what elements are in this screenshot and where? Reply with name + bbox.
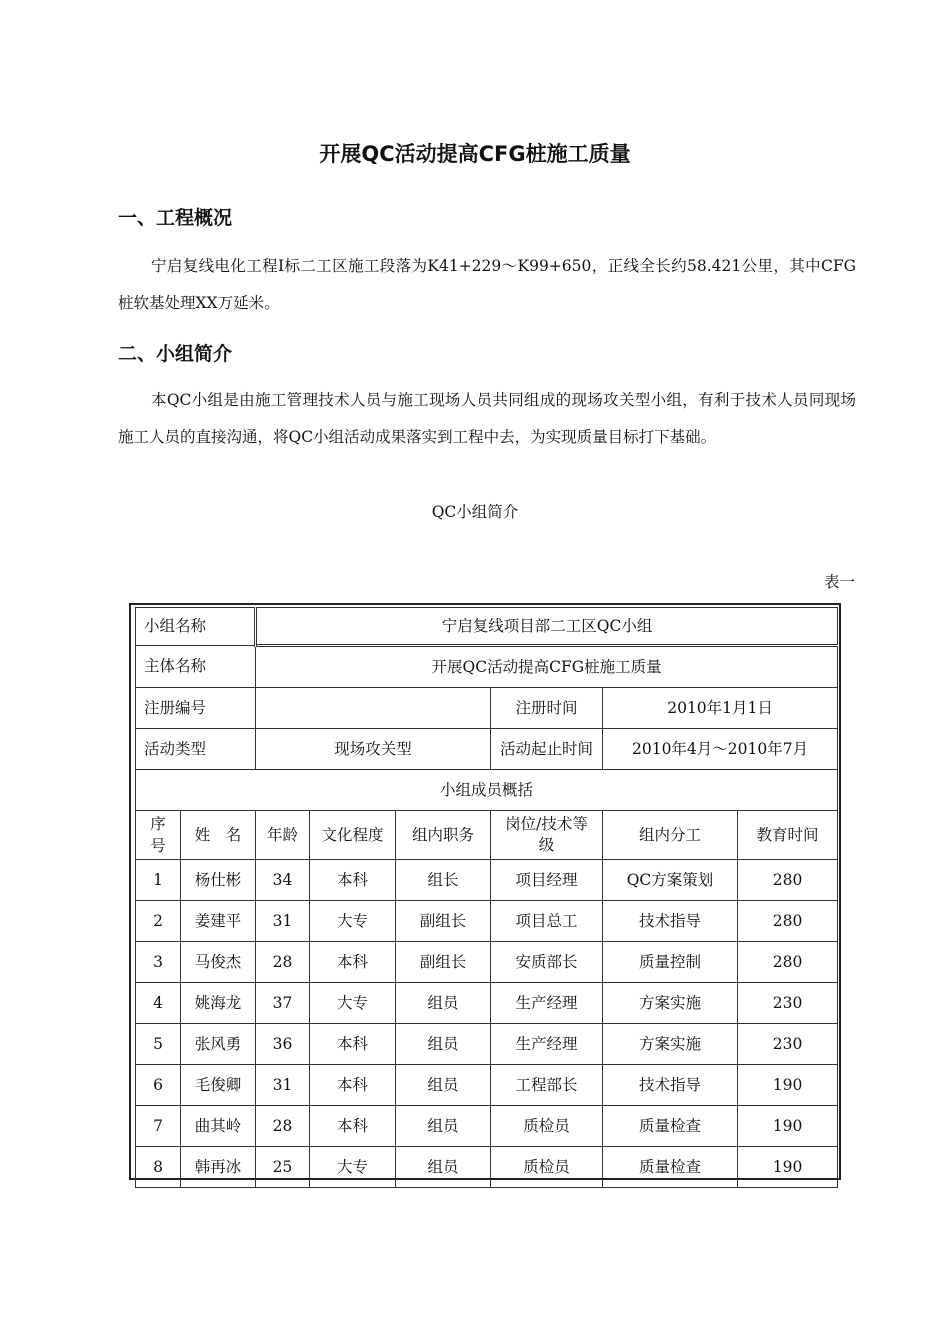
type-label: 活动类型 (136, 729, 256, 770)
column-header: 组内分工 (603, 811, 738, 860)
table-cell: 本科 (310, 942, 396, 983)
table-row (136, 942, 838, 983)
column-header: 岗位/技术等级 (491, 811, 603, 860)
reg-time-label: 注册时间 (491, 688, 603, 729)
group-name-label: 小组名称 (136, 608, 256, 646)
table-row (136, 1024, 838, 1065)
table-cell: 190 (738, 1147, 838, 1188)
type-value: 现场攻关型 (256, 729, 491, 770)
table-cell: 组员 (396, 1147, 491, 1188)
team-table (135, 607, 838, 1188)
table-cell: 1 (136, 860, 181, 901)
column-header: 组内职务 (396, 811, 491, 860)
column-header: 姓 名 (181, 811, 256, 860)
group-name-value: 宁启复线项目部二工区QC小组 (256, 608, 838, 646)
table-cell: 8 (136, 1147, 181, 1188)
table-cell: 质量控制 (603, 942, 738, 983)
column-header: 年龄 (256, 811, 310, 860)
section-body-overview: 宁启复线电化工程Ⅰ标二工区施工段落为K41+229～K99+650，正线全长约58.421公里，其中CFG桩软基处理XX万延米。 (118, 257, 856, 312)
table-cell: 组长 (396, 860, 491, 901)
table-cell: 安质部长 (491, 942, 603, 983)
table-cell: 毛俊卿 (181, 1065, 256, 1106)
table-cell: 曲其岭 (181, 1106, 256, 1147)
table-cell: 技术指导 (603, 901, 738, 942)
table-cell: 28 (256, 942, 310, 983)
registration-row (136, 688, 838, 729)
table-cell: 本科 (310, 1106, 396, 1147)
subject-value: 开展QC活动提高CFG桩施工质量 (256, 646, 838, 688)
members-title-row (136, 770, 838, 811)
page-title: 开展QC活动提高CFG桩施工质量 (319, 142, 631, 166)
table-row (136, 983, 838, 1024)
table-cell: 质量检查 (603, 1106, 738, 1147)
table-row (136, 1147, 838, 1188)
table-cell: 项目经理 (491, 860, 603, 901)
section-body-team: 本QC小组是由施工管理技术人员与施工现场人员共同组成的现场攻关型小组，有利于技术人员同现场施工人员的直接沟通，将QC小组活动成果落实到工程中去，为实现质量目标打下基础。 (118, 391, 856, 446)
group-name-row (136, 608, 838, 646)
table-cell: 230 (738, 1024, 838, 1065)
section-heading-team: 二、小组简介 (118, 343, 233, 365)
table-cell: 36 (256, 1024, 310, 1065)
table-cell: 大专 (310, 983, 396, 1024)
table-cell: 组员 (396, 1024, 491, 1065)
section-heading-overview: 一、工程概况 (118, 207, 233, 229)
table-cell: 副组长 (396, 901, 491, 942)
table-cell: 280 (738, 860, 838, 901)
table-cell: 25 (256, 1147, 310, 1188)
table-number: 表一 (823, 573, 855, 591)
table-cell: 姚海龙 (181, 983, 256, 1024)
table-cell: 生产经理 (491, 1024, 603, 1065)
table-cell: QC方案策划 (603, 860, 738, 901)
table-cell: 韩再冰 (181, 1147, 256, 1188)
subject-label: 主体名称 (136, 646, 256, 688)
table-cell: 质检员 (491, 1147, 603, 1188)
table-cell: 190 (738, 1065, 838, 1106)
table-cell: 姜建平 (181, 901, 256, 942)
table-cell: 方案实施 (603, 983, 738, 1024)
table-cell: 大专 (310, 901, 396, 942)
table-cell: 组员 (396, 1106, 491, 1147)
table-cell: 生产经理 (491, 983, 603, 1024)
members-title: 小组成员概括 (136, 770, 838, 811)
table-cell: 3 (136, 942, 181, 983)
table-cell: 28 (256, 1106, 310, 1147)
table-cell: 280 (738, 901, 838, 942)
table-cell: 组员 (396, 983, 491, 1024)
column-header: 序号 (136, 811, 181, 860)
table-cell: 2 (136, 901, 181, 942)
reg-time-value: 2010年1月1日 (603, 688, 838, 729)
table-cell: 技术指导 (603, 1065, 738, 1106)
table-cell: 190 (738, 1106, 838, 1147)
table-row (136, 860, 838, 901)
subject-row (136, 646, 838, 688)
column-header: 教育时间 (738, 811, 838, 860)
table-cell: 31 (256, 1065, 310, 1106)
table-row (136, 1065, 838, 1106)
period-label: 活动起止时间 (491, 729, 603, 770)
table-cell: 工程部长 (491, 1065, 603, 1106)
table-cell: 本科 (310, 860, 396, 901)
period-value: 2010年4月～2010年7月 (603, 729, 838, 770)
table-cell: 副组长 (396, 942, 491, 983)
table-cell: 280 (738, 942, 838, 983)
table-cell: 张风勇 (181, 1024, 256, 1065)
table-cell: 本科 (310, 1065, 396, 1106)
table-cell: 项目总工 (491, 901, 603, 942)
table-cell: 本科 (310, 1024, 396, 1065)
table-cell: 马俊杰 (181, 942, 256, 983)
reg-no-value (256, 688, 491, 729)
table-cell: 质检员 (491, 1106, 603, 1147)
reg-no-label: 注册编号 (136, 688, 256, 729)
table-row (136, 1106, 838, 1147)
table-cell: 4 (136, 983, 181, 1024)
table-cell: 7 (136, 1106, 181, 1147)
table-cell: 杨仕彬 (181, 860, 256, 901)
table-cell: 大专 (310, 1147, 396, 1188)
table-cell: 方案实施 (603, 1024, 738, 1065)
table-cell: 6 (136, 1065, 181, 1106)
table-cell: 37 (256, 983, 310, 1024)
table-cell: 34 (256, 860, 310, 901)
table-row (136, 901, 838, 942)
activity-row (136, 729, 838, 770)
table-cell: 组员 (396, 1065, 491, 1106)
members-header-row (136, 811, 838, 860)
table-cell: 5 (136, 1024, 181, 1065)
table-cell: 31 (256, 901, 310, 942)
table-caption: QC小组简介 (431, 503, 519, 521)
table-cell: 质量检查 (603, 1147, 738, 1188)
column-header: 文化程度 (310, 811, 396, 860)
table-cell: 230 (738, 983, 838, 1024)
